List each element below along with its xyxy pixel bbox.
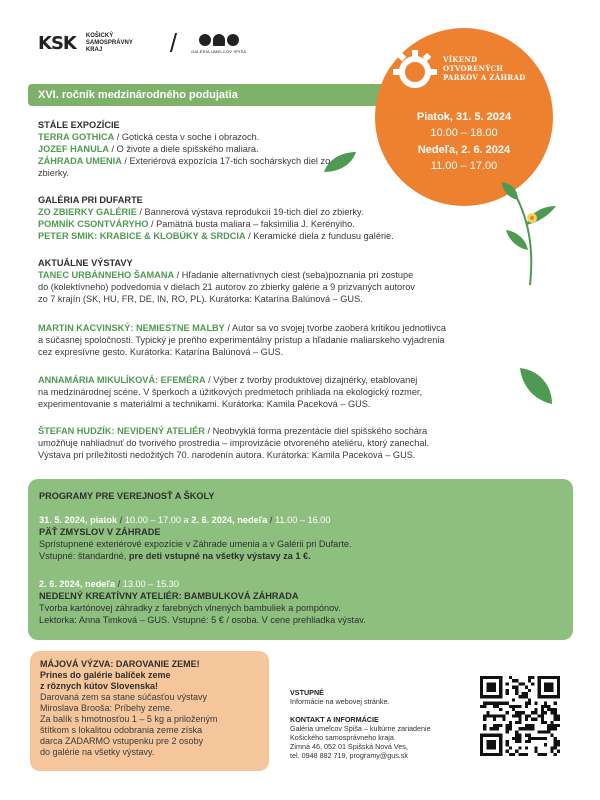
day2-date: Nedeľa, 2. 6. 2024 [417,144,511,156]
programs-title: PROGRAMY PRE VEREJNOSŤ A ŠKOLY [39,491,215,501]
list-item: JOZEF HANULA / O živote a diele spišského maliara. [38,144,259,154]
program-atelier: 2. 6. 2024, nedeľa / 13.00 – 15.30 NEDEĽNÝ KREATÍVNY ATELIÉR: BAMBULKOVÁ ZÁHRADA Tvorba kartónovej záhradky z farebných vlnených bambuliek a pompónov. Lektorka: Anna Timková – GUS. Vstupné: 5 € / osoba. V cene prehliadka výstav. [39,579,366,625]
list-item: TANEC URBÁNNEHO ŠAMANA / Hľadanie alternatívnych ciest (seba)poznania pri zostupe do (kolektívneho) podvedomia v dielach 21 autorov zo zbierky galérie a 9 prizvaných autorov zo 7 krajín (SK, HU, FR, DE, IN, RO, PL). Kurátorka: Katarína Balúnová – GUS. [38,270,415,304]
qr-code-icon[interactable] [480,676,560,756]
gus-logo: GALÉRIA UMELCOV SPIŠA [191,34,246,54]
list-item: TERRA GOTHICA / Gotická cesta v soche i obrazoch. [38,132,260,142]
day1-date: Piatok, 31. 5. 2024 [416,111,512,123]
exhibit-hudzik: ŠTEFAN HUDZÍK: NEVIDENÝ ATELIÉR / Neobvyklá forma prezentácie diel spišského sochára umožňuje nahliadnuť do tvorivého prostredia – improvizácie otvoreného ateliéru, ktorý zanechal. Výstava pri príležitosti nedožitých 70. narodenín autora. Kurátorka: Kamila Paceková – GUS. [38,426,430,460]
gus-logo-icon [199,34,239,46]
programs-box [28,479,573,640]
section-permanent [38,119,518,179]
logo-divider: / [169,28,178,58]
may-challenge-box: MÁJOVÁ VÝZVA: DAROVANIE ZEME! Prines do galérie balíček zeme z rôznych kútov Slovenska! Darovaná zem sa stane súčasťou výstavy Miroslava Brooša: Príbehy zeme. Za balík s hmotnosťou 1 – 5 kg a priloženým štítkom s lokalitou odobrania zeme získa darca ZADARMO vstupenku pre 2 osoby do galérie na všetky výstavy. [30,651,269,771]
leaf-icon [518,366,554,406]
sun-logo-icon [393,50,437,94]
section-dufarte [38,194,518,242]
list-item: ZÁHRADA UMENIA / Exteriérová expozícia 17-tich sochárskych diel zo zbierky. [38,156,331,178]
section-title: GALÉRIA PRI DUFARTE [38,195,143,205]
section-current [38,257,518,305]
ksk-logo-icon: KSK [38,33,76,54]
day2-time: 11.00 – 17.00 [430,160,498,172]
day1-time: 10.00 – 18.00 [430,127,498,139]
ksk-name: KOŠICKÝ SAMOSPRÁVNY KRAJ [85,33,133,53]
section-title: STÁLE EXPOZÍCIE [38,120,120,130]
entry-contact: VSTUPNÉ Informácie na webovej stránke. KONTAKT A INFORMÁCIE Galéria umelcov Spiša – kultúrne zariadenie Košického samosprávneho kraja Zimná 46, 052 01 Spišská Nová Ves, tel. 0948 882 719, programy@gus.sk [290,688,431,760]
section-title: AKTUÁLNE VÝSTAVY [38,258,133,268]
event-title: VÍKEND OTVORENÝCH PARKOV A ZÁHRAD [443,55,526,82]
list-item: ZO ZBIERKY GALÉRIE / Bannerová výstava reprodukcií 19-tich diel zo zbierky. [38,207,364,217]
header-logos [38,28,246,59]
edition-banner: XVI. ročník medzinárodného podujatia [28,84,420,106]
list-item: POMNÍK CSONTVÁRYHO / Pamätná busta maliara – faksimilia J. Kerényiho. [38,219,355,229]
program-five-senses: 31. 5. 2024, piatok / 10.00 – 17.00 a 2. 6. 2024, nedeľa / 11.00 – 16.00 PÄŤ ZMYSLOV V ZÁHRADE Sprístupnené exteriérové expozície v Záhrade umenia a v Galérii pri Dufarte. Vstupné: štandardné, pre deti vstupné na všetky výstavy za 1 €. [39,515,352,561]
list-item: PETER SMIK: KRABICE & KLOBÚKY & SRDCIA / Keramické diela z fundusu galérie. [38,231,394,241]
exhibit-mikulikova: ANNAMÁRIA MIKULÍKOVÁ: EFEMÉRA / Výber z tvorby produktovej dizajnérky, etablovanej na medzinárodnej scéne. V šperkoch a úžitkových predmetoch prihliada na ekologický rozmer, experimentovanie s materiálmi a technikami. Kurátorka: Kamila Paceková – GUS. [38,375,423,409]
exhibit-kacvinsky: MARTIN KACVINSKÝ: NEMIESTNE MALBY / Autor sa vo svojej tvorbe zaoberá kritikou jednotlivca a súčasnej spoločnosti. Typický je preňho experimentálny prístup a hľadanie maliarskeho vyjadrenia cez expresívne gesto. Kurátorka: Katarína Balúnová – GUS. [38,323,446,357]
